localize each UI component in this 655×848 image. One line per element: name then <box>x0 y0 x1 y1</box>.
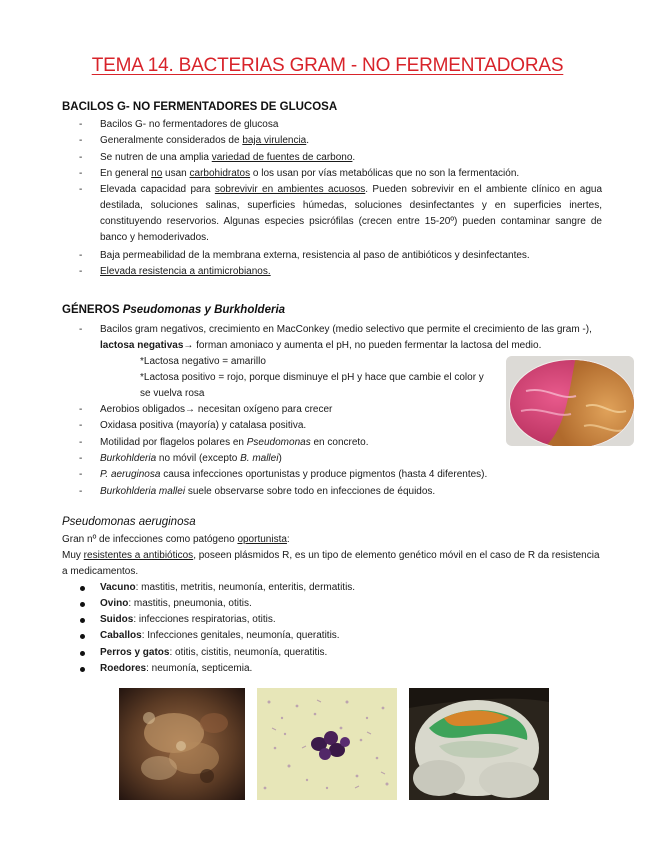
list-item: Aerobios obligados→ necesitan oxígeno para crecer <box>100 404 333 415</box>
dermatitis-image <box>119 688 245 800</box>
list-item: Caballos: Infecciones genitales, neumonía, queratitis. <box>100 630 340 641</box>
section-heading-generos: GÉNEROS Pseudomonas y Burkholderia <box>62 304 286 316</box>
section-heading-pseudomonas: Pseudomonas aeruginosa <box>62 516 196 528</box>
round-bullet <box>80 634 85 639</box>
dash-bullet: - <box>79 404 83 415</box>
gram-stain-image <box>257 688 397 800</box>
dash-bullet: - <box>79 420 83 431</box>
paragraph-line: Muy resistentes a antibióticos, poseen plásmidos R, es un tipo de elemento genético móvil en el caso de R da resistencia <box>62 550 600 561</box>
dash-bullet: - <box>79 324 83 335</box>
dash-bullet: - <box>79 266 83 277</box>
list-item: Roedores: neumonía, septicemia. <box>100 663 253 674</box>
dash-bullet: - <box>79 119 83 130</box>
macconkey-plate-photo <box>506 356 634 446</box>
list-item: Oxidasa positiva (mayoría) y catalasa positiva. <box>100 420 307 431</box>
dash-bullet: - <box>79 250 83 261</box>
round-bullet <box>80 651 85 656</box>
list-item: Ovino: mastitis, pneumonia, otitis. <box>100 598 252 609</box>
sheep-fleece-photo <box>409 688 549 800</box>
list-item: Elevada capacidad para sobrevivir en ambientes acuosos. Pueden sobrevivir en el ambiente clínico en agua destilada, soluciones salinas, superficies húmedas, soluciones desinfectantes y en superficies inertes, constituyendo reservorios. Algunas especies psicrófilas (crecen entre 15-20º) pueden contaminar sangre de banco y hemoderivados. <box>100 184 603 243</box>
dash-bullet: - <box>79 453 83 464</box>
list-item: Se nutren de una amplia variedad de fuentes de carbono. <box>100 152 356 163</box>
dash-bullet: - <box>79 486 83 497</box>
gram-stain-photo <box>257 688 397 800</box>
list-item: P. aeruginosa causa infecciones oportunistas y produce pigmentos (hasta 4 diferentes). <box>100 469 488 480</box>
list-item: Baja permeabilidad de la membrana externa, resistencia al paso de antibióticos y desinfectantes. <box>100 250 530 261</box>
round-bullet <box>80 586 85 591</box>
list-item: Vacuno: mastitis, metritis, neumonía, enteritis, dermatitis. <box>100 582 356 593</box>
dash-bullet: - <box>79 135 83 146</box>
list-item: Burkohlderia mallei suele observarse sobre todo en infecciones de équidos. <box>100 486 436 497</box>
round-bullet <box>80 618 85 623</box>
list-item: En general no usan carbohidratos o los usan por vías metabólicas que no son la fermentación. <box>100 168 520 179</box>
list-item: Bacilos G- no fermentadores de glucosa <box>100 119 279 130</box>
paragraph-line: a medicamentos. <box>62 566 139 577</box>
list-item: Burkohlderia no móvil (excepto B. mallei) <box>100 453 282 464</box>
list-item: Elevada resistencia a antimicrobianos. <box>100 266 271 277</box>
list-item: Motilidad por flagelos polares en Pseudomonas en concreto. <box>100 437 369 448</box>
note-line: *Lactosa positivo = rojo, porque disminuye el pH y hace que cambie el color y <box>140 372 484 383</box>
dash-bullet: - <box>79 184 83 195</box>
list-item: Perros y gatos: otitis, cistitis, neumonía, queratitis. <box>100 647 328 658</box>
macconkey-plate-image <box>506 356 634 446</box>
round-bullet <box>80 602 85 607</box>
list-item-continuation: lactosa negativas→ forman amoniaco y aumenta el pH, no pueden fermentar la lactosa del medio. <box>100 340 542 351</box>
dash-bullet: - <box>79 152 83 163</box>
note-line: *Lactosa negativo = amarillo <box>140 356 266 367</box>
list-item: Generalmente considerados de baja virulencia. <box>100 135 310 146</box>
round-bullet <box>80 667 85 672</box>
list-item: Suidos: infecciones respiratorias, otitis. <box>100 614 276 625</box>
dash-bullet: - <box>79 469 83 480</box>
list-item: Bacilos gram negativos, crecimiento en MacConkey (medio selectivo que permite el crecimiento de las gram -), <box>100 324 592 335</box>
section-heading-bacilos: BACILOS G- NO FERMENTADORES DE GLUCOSA <box>62 101 338 113</box>
paragraph-line: Gran nº de infecciones como patógeno oportunista: <box>62 534 290 545</box>
page-title: TEMA 14. BACTERIAS GRAM - NO FERMENTADORAS <box>91 55 564 76</box>
dermatitis-photo <box>119 688 245 800</box>
dash-bullet: - <box>79 437 83 448</box>
note-line: se vuelva rosa <box>140 388 205 399</box>
dash-bullet: - <box>79 168 83 179</box>
sheep-fleece-image <box>409 688 549 800</box>
